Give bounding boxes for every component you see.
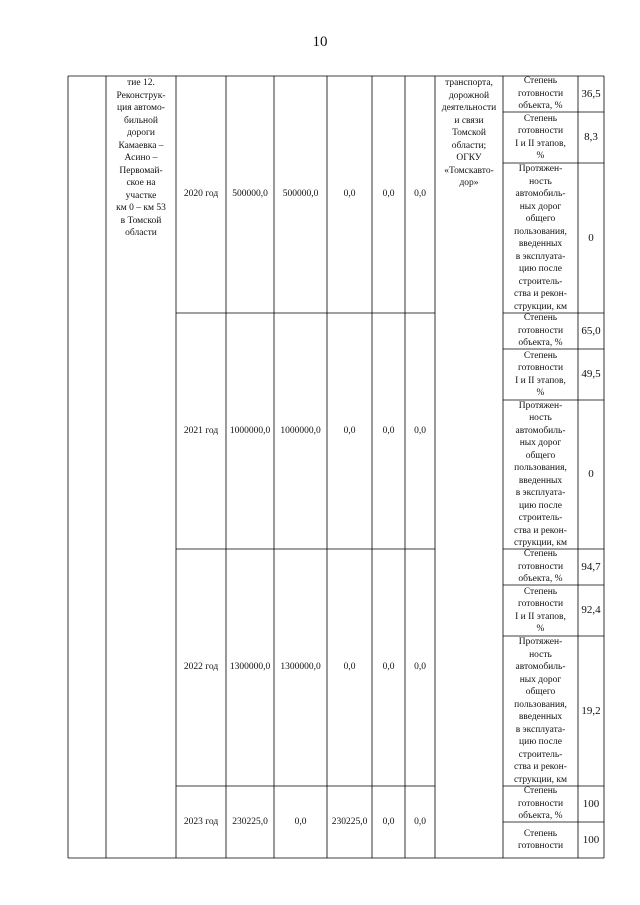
federal-cell: 1300000,0 bbox=[280, 662, 321, 673]
indicator-name: Протяжен- ность автомобиль- ных дорог общего пользования, введенных в эксплуата- цию после строитель- ства и рекон- струкции, км bbox=[513, 400, 568, 548]
regional-cell: 0,0 bbox=[343, 189, 356, 200]
total-cell: 230225,0 bbox=[232, 816, 268, 827]
indicator-name: Степень готовности объекта, % bbox=[517, 549, 564, 585]
indicator-name: Степень готовности I и II этапов, % bbox=[515, 350, 566, 398]
total-cell: 1300000,0 bbox=[229, 662, 271, 673]
local-cell: 0,0 bbox=[382, 189, 395, 200]
year-cell: 2022 год bbox=[183, 662, 219, 673]
indicator-name: Степень готовности bbox=[517, 828, 564, 851]
indicator-value: 100 bbox=[582, 797, 600, 810]
regional-cell: 0,0 bbox=[343, 662, 356, 673]
indicator-value: 36,5 bbox=[581, 87, 601, 100]
indicator-value: 65,0 bbox=[581, 324, 601, 337]
indicator-value: 19,2 bbox=[581, 704, 601, 717]
local-cell: 0,0 bbox=[382, 816, 395, 827]
regional-cell: 230225,0 bbox=[331, 816, 368, 827]
federal-cell: 0,0 bbox=[294, 816, 307, 827]
local-cell: 0,0 bbox=[382, 425, 395, 436]
indicator-name: Протяжен- ность автомобиль- ных дорог общего пользования, введенных в эксплуата- цию после строитель- ства и рекон- струкции, км bbox=[513, 164, 568, 312]
indicator-value: 92,4 bbox=[581, 604, 601, 617]
indicator-name: Степень готовности объекта, % bbox=[517, 76, 564, 112]
other-cell: 0,0 bbox=[414, 662, 426, 673]
indicator-name: Степень готовности I и II этапов, % bbox=[515, 586, 566, 634]
other-cell: 0,0 bbox=[414, 816, 426, 827]
object-description: тие 12. Реконструк- ция автомо- бильной дороги Камаевка – Асино – Первомай- ское на участке км 0 – км 53 в Томской области bbox=[116, 78, 166, 238]
indicator-name: Степень готовности I и II этапов, % bbox=[515, 113, 566, 161]
indicator-value: 49,5 bbox=[581, 368, 601, 381]
local-cell: 0,0 bbox=[382, 662, 395, 673]
indicator-name: Протяжен- ность автомобиль- ных дорог общего пользования, введенных в эксплуата- цию после строитель- ства и рекон- струкции, км bbox=[513, 637, 568, 785]
indicator-name: Степень готовности объекта, % bbox=[517, 313, 564, 349]
other-cell: 0,0 bbox=[414, 425, 426, 436]
year-cell: 2020 год bbox=[183, 189, 219, 200]
federal-cell: 1000000,0 bbox=[280, 425, 321, 436]
regional-cell: 0,0 bbox=[343, 425, 356, 436]
other-cell: 0,0 bbox=[414, 189, 426, 200]
indicator-value: 94,7 bbox=[581, 560, 601, 573]
total-cell: 1000000,0 bbox=[229, 425, 271, 436]
total-cell: 500000,0 bbox=[232, 189, 268, 200]
indicator-value: 0 bbox=[588, 468, 594, 481]
indicator-value: 8,3 bbox=[584, 131, 598, 144]
page-number: 10 bbox=[312, 34, 328, 50]
indicator-name: Степень готовности объекта, % bbox=[517, 786, 564, 822]
indicator-value: 100 bbox=[582, 833, 600, 846]
federal-cell: 500000,0 bbox=[282, 189, 319, 200]
year-cell: 2021 год bbox=[183, 425, 219, 436]
year-cell: 2023 год bbox=[183, 816, 219, 827]
responsible-executor: транспорта, дорожной деятельности и связи Томской области; ОГКУ «Томскавто- дор» bbox=[441, 78, 497, 188]
indicator-value: 0 bbox=[588, 231, 594, 244]
